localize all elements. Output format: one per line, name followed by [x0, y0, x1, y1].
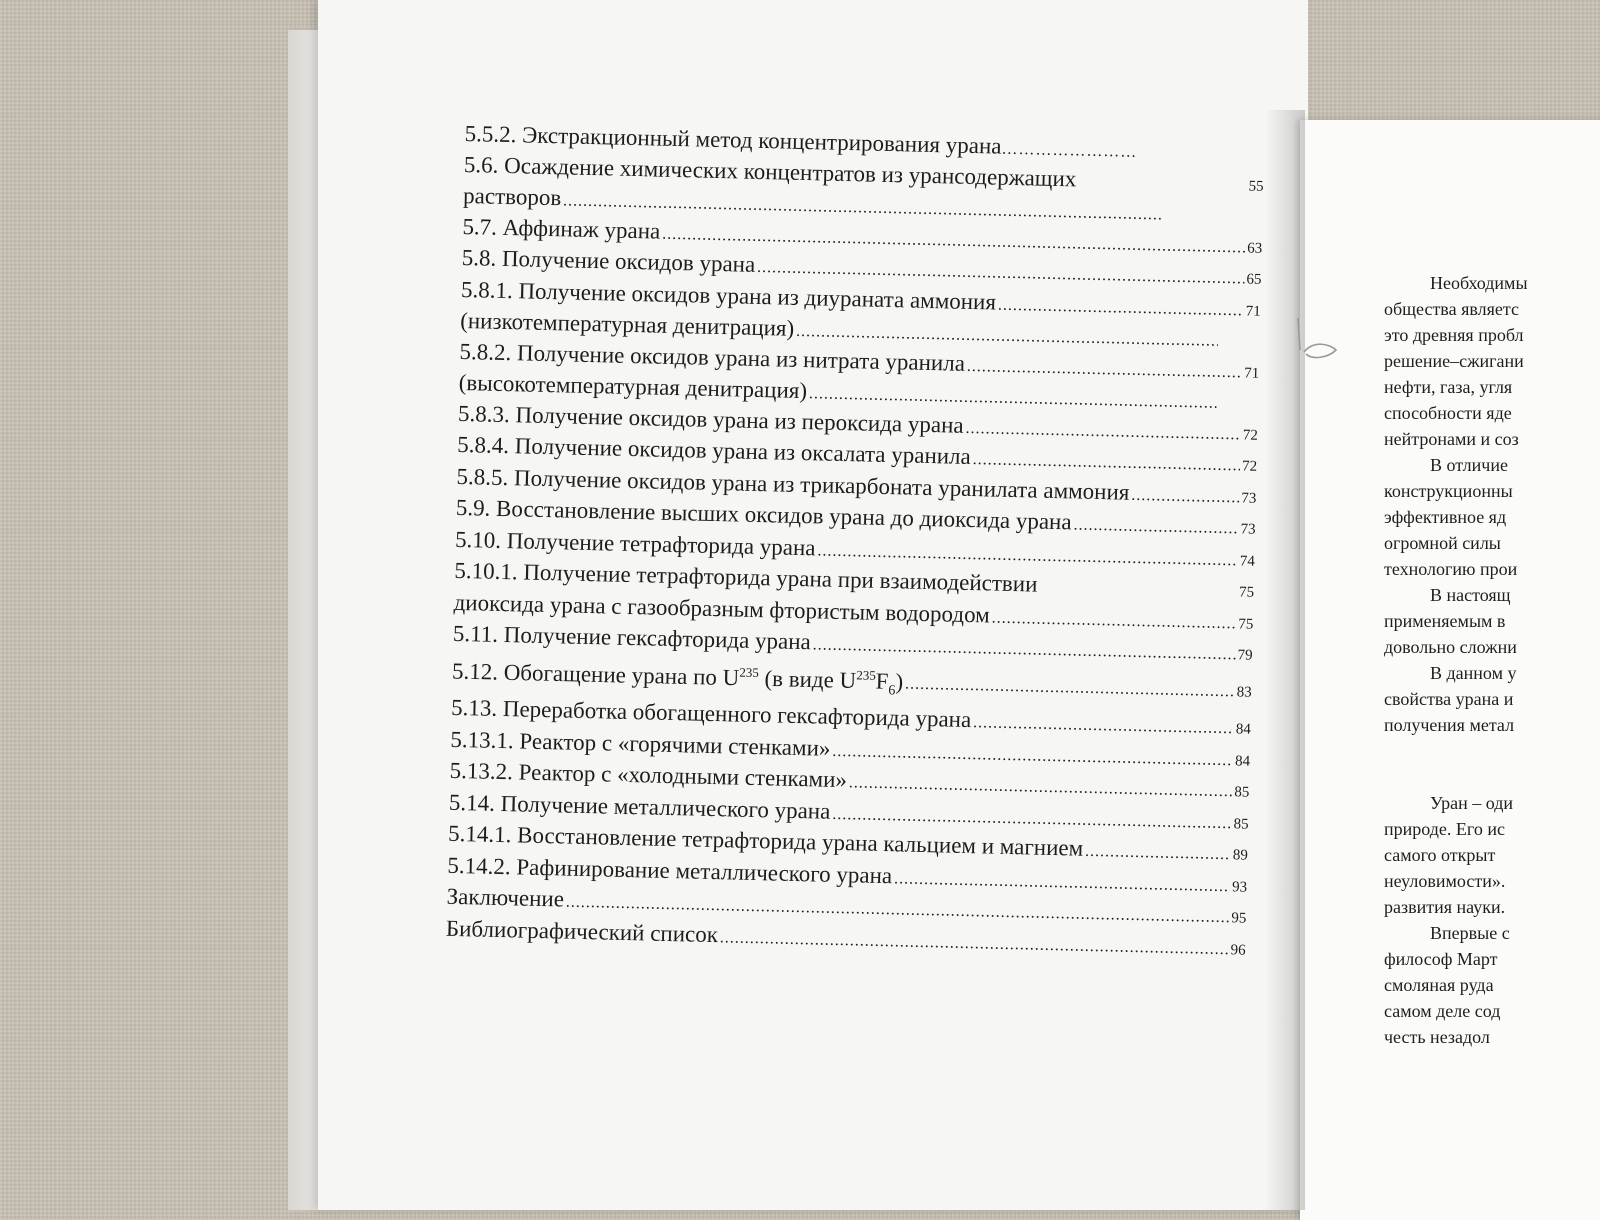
- toc-leader-dots: [998, 291, 1244, 324]
- toc-leader-dots: [991, 604, 1236, 637]
- book-gutter-shadow: [1265, 110, 1305, 1210]
- text-line: В данном у: [1430, 663, 1517, 683]
- pencil-mark-icon: [1290, 310, 1350, 370]
- text-line: свойства урана и: [1384, 689, 1514, 709]
- text-line: развития науки.: [1384, 897, 1506, 917]
- blank-line: [1384, 738, 1600, 764]
- text-line: природе. Его ис: [1384, 819, 1505, 839]
- toc-page-number: 72: [1242, 426, 1258, 444]
- text-line: Уран – оди: [1430, 793, 1514, 813]
- toc-entry-text: 5.14. Получение металлического урана: [448, 789, 831, 824]
- toc-entry-text: Библиографический список: [445, 915, 719, 947]
- table-of-contents: [446, 120, 1265, 965]
- toc-entry-text: 5.9. Восстановление высших оксидов урана до диоксида урана: [455, 494, 1072, 535]
- toc-leader-dots: [1131, 481, 1240, 511]
- toc-page-number: 89: [1232, 847, 1249, 864]
- toc-entry-text: 5.8.4. Получение оксидов урана из оксалата уранила: [457, 431, 972, 470]
- toc-entry-text: 5.8.2. Получение оксидов урана из нитрата уранила: [459, 338, 966, 376]
- toc-page-number: 72: [1241, 458, 1258, 475]
- toc-page-number: 65: [1246, 271, 1262, 288]
- text-line: общества являетс: [1384, 299, 1519, 319]
- toc-entry-text: 5.8.3. Получение оксидов урана из пероксида урана: [457, 400, 964, 438]
- toc-leader-dots: [905, 671, 1235, 706]
- toc-entry-text: 5.13.1. Реактор с «горячими стенками»: [450, 726, 831, 761]
- isotope-superscript: 235: [856, 666, 877, 683]
- toc-entry-text: 5.8.1. Получение оксидов урана из диураната аммония: [460, 276, 997, 315]
- text-line: применяемым в: [1384, 611, 1506, 631]
- right-page-text: [1384, 270, 1600, 1050]
- text-line: нейтронами и соз: [1384, 429, 1519, 449]
- text-line: В отличие: [1430, 455, 1508, 475]
- text-line: нефти, газа, угля: [1384, 377, 1513, 397]
- toc-page-number: 71: [1244, 364, 1260, 382]
- blank-line: [1384, 764, 1600, 790]
- toc-entry-text: диоксида урана с газообразным фтористым водородом: [453, 589, 991, 627]
- toc-page-number: 73: [1241, 489, 1257, 507]
- toc-entry-text: 5.14.1. Восстановление тетрафторида урана кальцием и магнием: [447, 821, 1084, 862]
- toc-entry-text: 5.13.2. Реактор с «холодными стенками»: [449, 758, 848, 793]
- text-line: самом деле сод: [1384, 1001, 1501, 1021]
- toc-page-number: 75: [1238, 615, 1254, 633]
- text-line: честь незадол: [1384, 1027, 1490, 1047]
- text-line: огромной силы: [1384, 533, 1501, 553]
- toc-leader-dots: [1085, 838, 1231, 869]
- toc-text-fragment: F: [875, 667, 889, 694]
- formula-subscript: 6: [888, 682, 896, 699]
- toc-page-number: 85: [1234, 784, 1250, 801]
- text-line: самого открыт: [1384, 845, 1496, 865]
- toc-leader-dots: [1073, 511, 1239, 542]
- toc-text-fragment: 5.12. Обогащение урана по U: [451, 658, 740, 690]
- text-line: неуловимости».: [1384, 871, 1506, 891]
- toc-page-number: 83: [1236, 684, 1252, 701]
- toc-page-number: 74: [1239, 552, 1256, 570]
- text-line: довольно сложни: [1384, 637, 1517, 657]
- toc-page-number: 73: [1240, 521, 1256, 538]
- text-line: В настоящ: [1430, 585, 1511, 605]
- toc-text-fragment: (в виде U: [758, 665, 857, 693]
- text-line: способности яде: [1384, 403, 1512, 423]
- text-line: конструкционны: [1384, 481, 1513, 501]
- text-line: технологию прои: [1384, 559, 1518, 579]
- text-line: эффективное яд: [1384, 507, 1507, 527]
- text-line: получения метал: [1384, 715, 1515, 735]
- toc-entry-text: 5.10.1. Получение тетрафторида урана при взаимодействии: [454, 557, 1038, 597]
- toc-entry-text: (высокотемпературная денитрация): [458, 369, 808, 404]
- toc-page-number: 75: [1238, 584, 1255, 601]
- toc-text-fragment: ): [895, 668, 904, 694]
- toc-entry-text: Заключение: [446, 884, 565, 912]
- toc-page-number: 96: [1230, 942, 1246, 959]
- toc-entry-text: 5.6. Осаждение химических концентратов из урансодержащих: [463, 151, 1077, 191]
- text-line: решение–сжигани: [1384, 351, 1524, 371]
- toc-page-number: 93: [1231, 879, 1248, 896]
- toc-page-number: 95: [1231, 910, 1247, 927]
- toc-page-number: 79: [1237, 647, 1253, 664]
- toc-entry-text: 5.7. Аффинаж урана: [462, 213, 661, 244]
- isotope-superscript: 235: [739, 664, 760, 680]
- toc-page-number: 84: [1235, 721, 1252, 738]
- toc-page-number: 85: [1233, 816, 1249, 833]
- toc-page-number: 63: [1247, 239, 1263, 257]
- text-line: смоляная руда: [1384, 975, 1494, 995]
- toc-entry-text: (низкотемпературная денитрация): [459, 307, 795, 341]
- toc-entry-text: 5.14.2. Рафинирование металлического урана: [447, 852, 893, 889]
- toc-entry-text: 5.10. Получение тетрафторида урана: [454, 526, 816, 560]
- toc-entry-text: 5.11. Получение гексафторида урана: [452, 620, 812, 655]
- toc-entry: 5.5.2. Экстракционный метод концентрирования урана……………………: [464, 120, 1138, 161]
- toc-entry-text: 5.8.5. Получение оксидов урана из трикарбоната уранилата аммония: [456, 463, 1130, 505]
- toc-entry-text: 5.5.2. Экстракционный метод концентрирования урана: [464, 120, 1002, 159]
- toc-page-number: 55: [1248, 177, 1264, 195]
- toc-entry-text: 5.13. Переработка обогащенного гексафторида урана: [450, 695, 972, 733]
- text-line: Необходимы: [1430, 273, 1528, 293]
- toc-entry-text: 5.8. Получение оксидов урана: [461, 244, 756, 277]
- text-line: Впервые с: [1430, 923, 1510, 943]
- toc-entry-text: растворов: [462, 182, 562, 211]
- toc-page-number: 71: [1245, 302, 1261, 320]
- text-line: философ Март: [1384, 949, 1498, 969]
- text-line: это древняя пробл: [1384, 325, 1524, 345]
- toc-page-number: 84: [1234, 753, 1251, 770]
